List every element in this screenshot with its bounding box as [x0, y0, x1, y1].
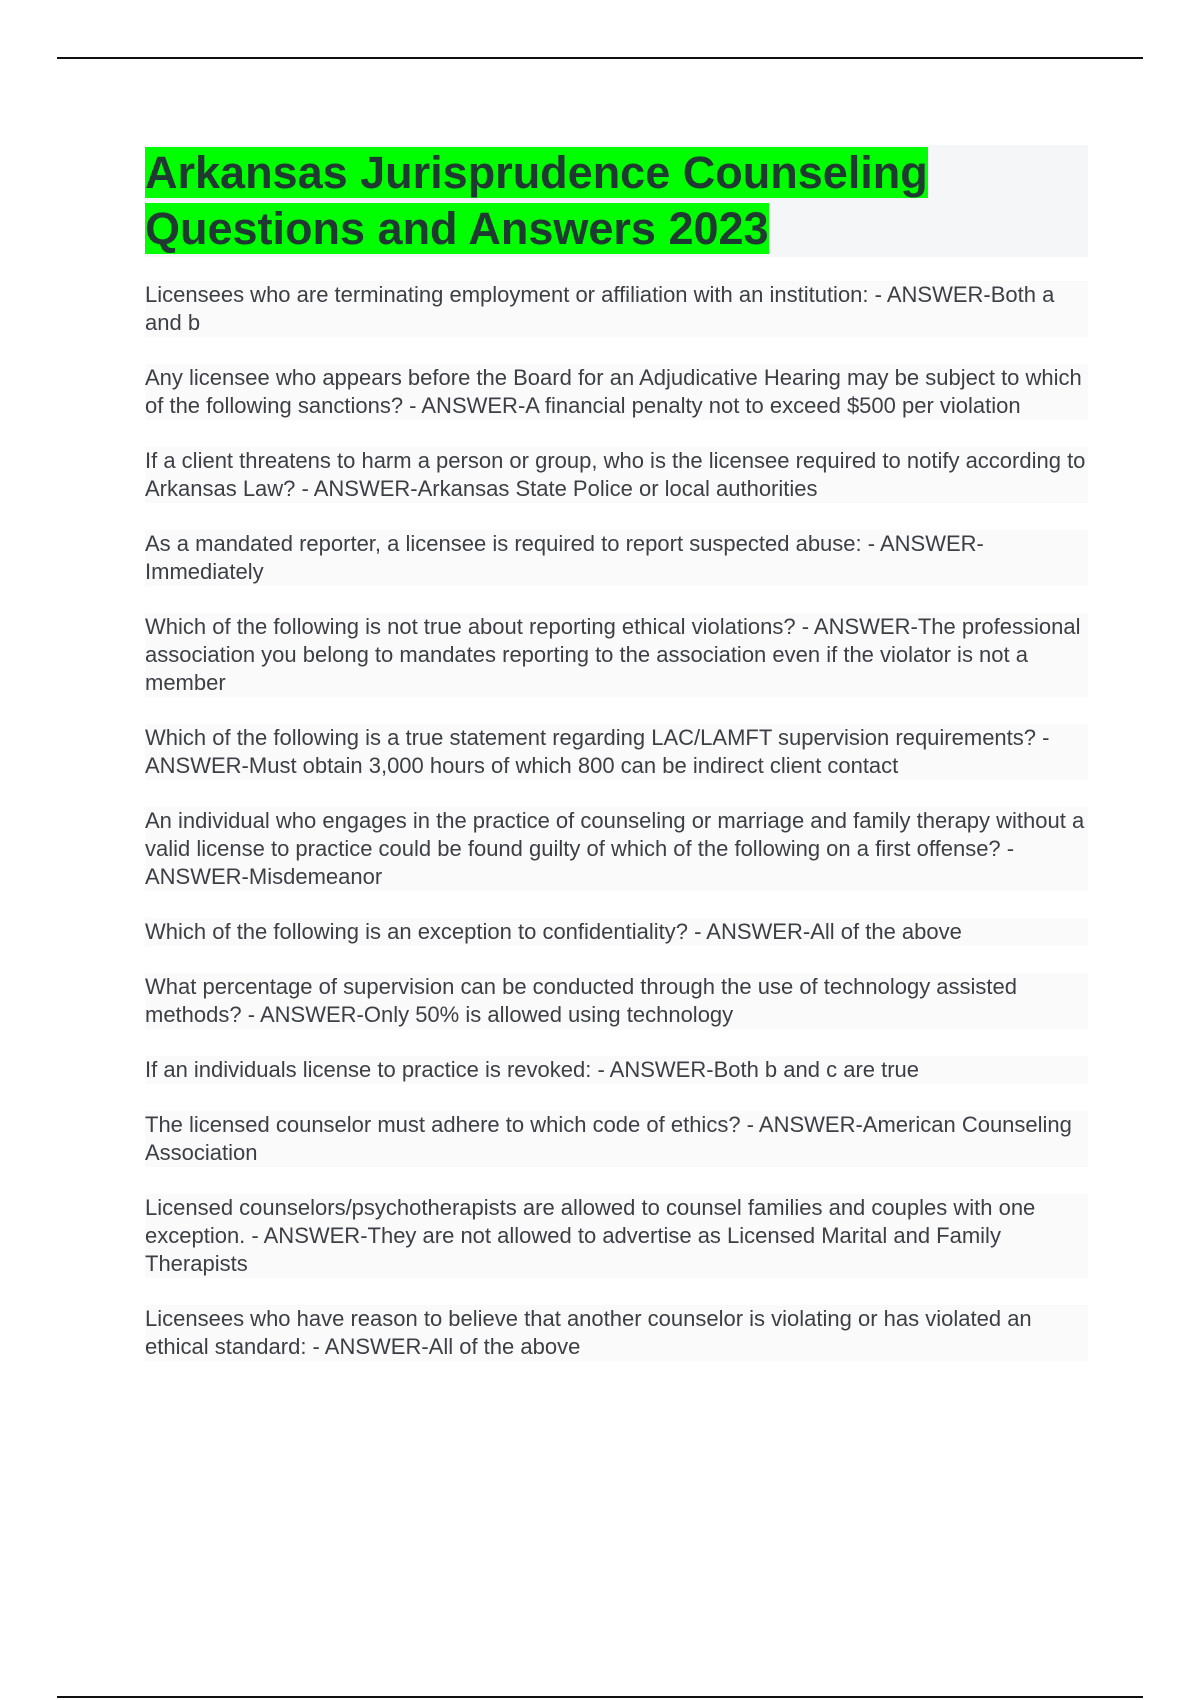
qa-item: Which of the following is a true statement regarding LAC/LAMFT supervision requirements? - ANSWER-Must obtain 3,000 hours of which 800 can be indirect client contact — [145, 724, 1088, 780]
qa-item: If an individuals license to practice is revoked: - ANSWER-Both b and c are true — [145, 1056, 1088, 1084]
qa-item: What percentage of supervision can be conducted through the use of technology assisted methods? - ANSWER-Only 50% is allowed using technology — [145, 973, 1088, 1029]
document-body — [145, 145, 1088, 1388]
bottom-rule — [57, 1696, 1143, 1698]
qa-item: If a client threatens to harm a person or group, who is the licensee required to notify according to Arkansas Law? - ANSWER-Arkansas State Police or local authorities — [145, 447, 1088, 503]
qa-item: Which of the following is not true about reporting ethical violations? - ANSWER-The professional association you belong to mandates reporting to the association even if the violator is not a member — [145, 613, 1088, 697]
document-title — [145, 145, 1088, 257]
title-block — [145, 145, 1088, 257]
qa-list — [145, 281, 1088, 1361]
qa-item: Any licensee who appears before the Board for an Adjudicative Hearing may be subject to which of the following sanctions? - ANSWER-A financial penalty not to exceed $500 per violation — [145, 364, 1088, 420]
qa-item: Which of the following is an exception to confidentiality? - ANSWER-All of the above — [145, 918, 1088, 946]
qa-item: Licensees who have reason to believe that another counselor is violating or has violated an ethical standard: - ANSWER-All of the above — [145, 1305, 1088, 1361]
qa-item: Licensed counselors/psychotherapists are allowed to counsel families and couples with one exception. - ANSWER-They are not allowed to advertise as Licensed Marital and Family Therapists — [145, 1194, 1088, 1278]
qa-item: The licensed counselor must adhere to which code of ethics? - ANSWER-American Counseling Association — [145, 1111, 1088, 1167]
qa-item: As a mandated reporter, a licensee is required to report suspected abuse: - ANSWER-Immediately — [145, 530, 1088, 586]
top-rule — [57, 57, 1143, 59]
highlighted-title-text: Arkansas Jurisprudence Counseling Questions and Answers 2023 — [145, 147, 928, 254]
qa-item: An individual who engages in the practice of counseling or marriage and family therapy without a valid license to practice could be found guilty of which of the following on a first offense? - ANSWER-Misdemeanor — [145, 807, 1088, 891]
qa-item: Licensees who are terminating employment or affiliation with an institution: - ANSWER-Both a and b — [145, 281, 1088, 337]
